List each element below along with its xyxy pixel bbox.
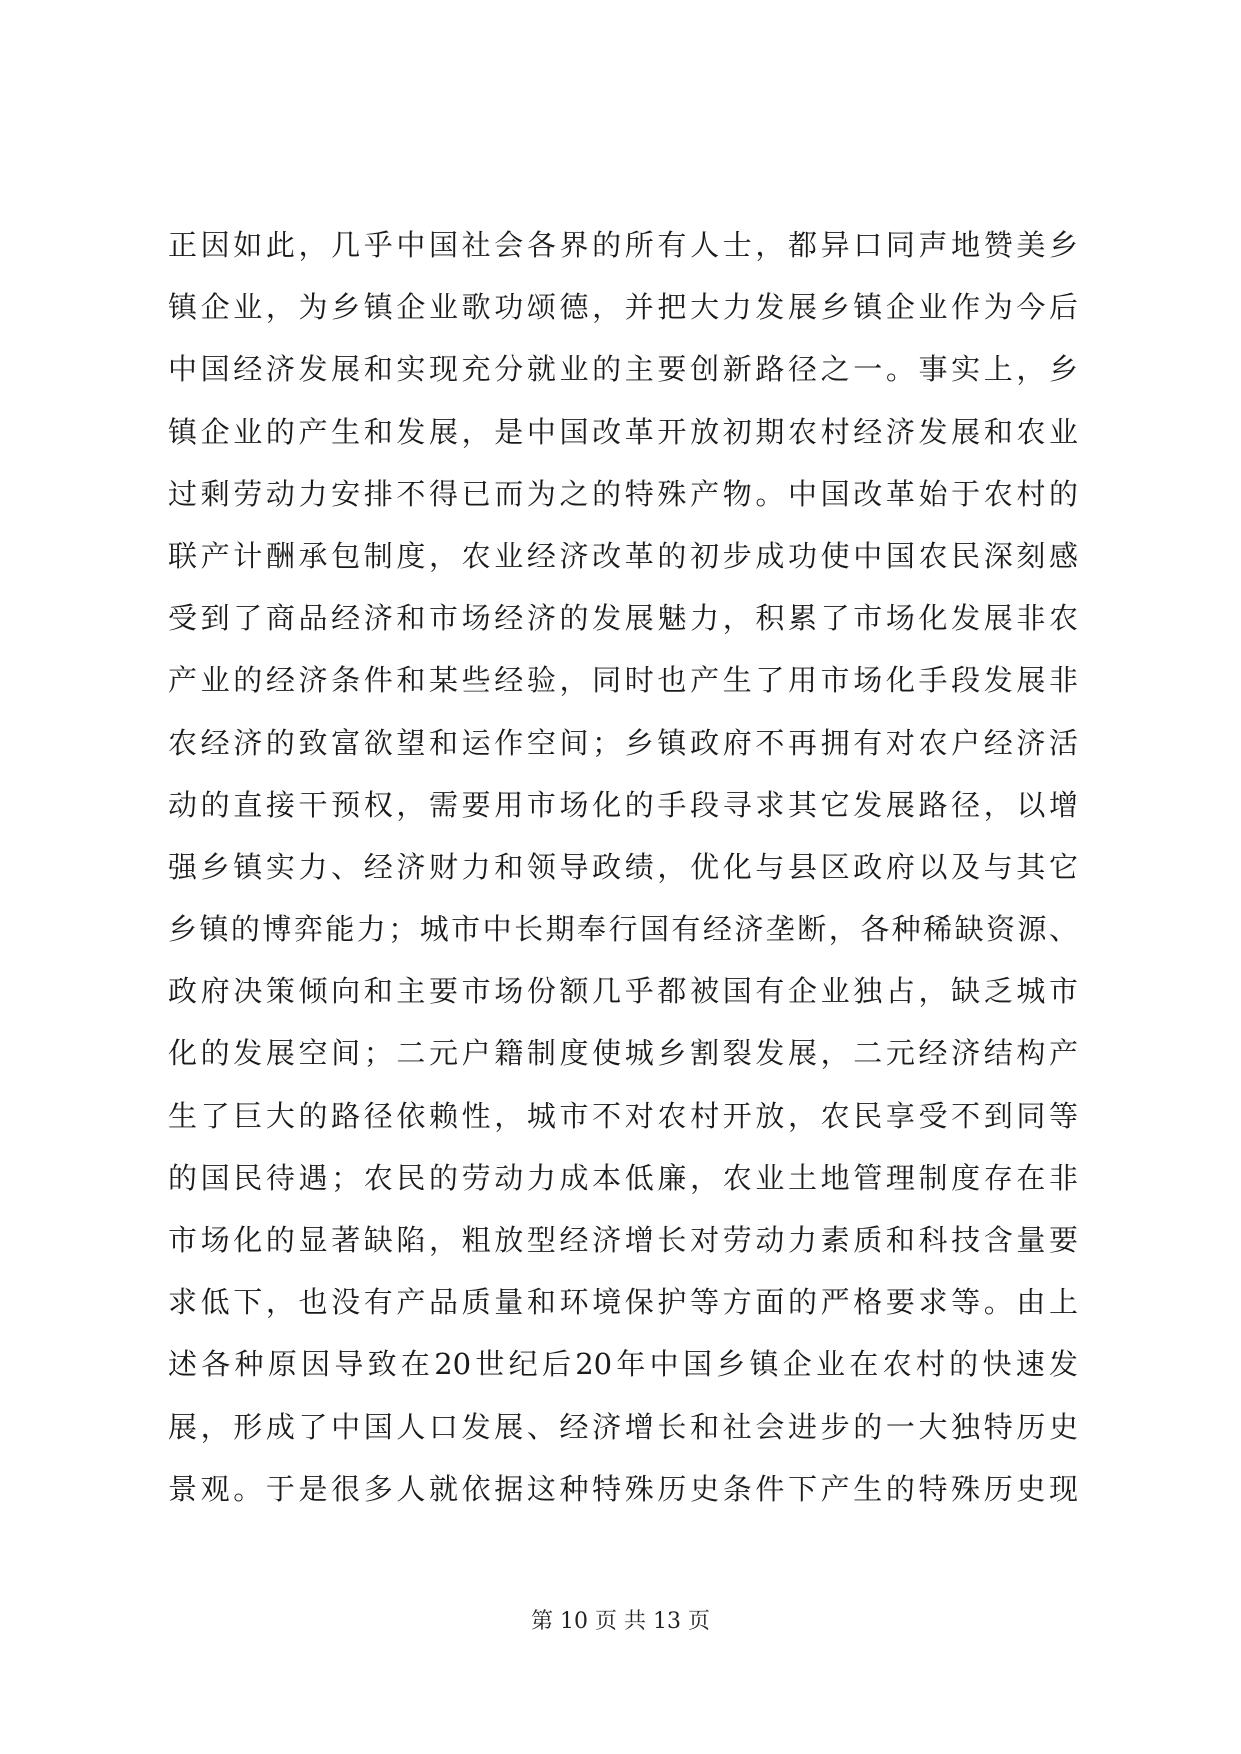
text-line: 受到了商品经济和市场经济的发展魅力，积累了市场化发展非农 bbox=[168, 601, 1078, 636]
text-line: 联产计酬承包制度，农业经济改革的初步成功使中国农民深刻感 bbox=[168, 538, 1078, 573]
text-line: 正因如此，几乎中国社会各界的所有人士，都异口同声地赞美乡 bbox=[168, 228, 1078, 262]
text-line: 农经济的致富欲望和运作空间；乡镇政府不再拥有对农户经济活 bbox=[168, 725, 1078, 760]
text-line: 化的发展空间；二元户籍制度使城乡割裂发展，二元经济结构产 bbox=[168, 1036, 1078, 1071]
text-line: 展，形成了中国人口发展、经济增长和社会进步的一大独特历史 bbox=[168, 1409, 1078, 1444]
text-line: 景观。于是很多人就依据这种特殊历史条件下产生的特殊历史现 bbox=[168, 1471, 1078, 1506]
text-line: 强乡镇实力、经济财力和领导政绩，优化与县区政府以及与其它 bbox=[168, 849, 1078, 884]
text-line: 中国经济发展和实现充分就业的主要创新路径之一。事实上，乡 bbox=[168, 352, 1078, 387]
text-line: 过剩劳动力安排不得已而为之的特殊产物。中国改革始于农村的 bbox=[168, 476, 1078, 511]
text-line: 镇企业，为乡镇企业歌功颂德，并把大力发展乡镇企业作为今后 bbox=[168, 290, 1078, 325]
text-line: 述各种原因导致在20世纪后20年中国乡镇企业在农村的快速发 bbox=[168, 1347, 1078, 1382]
text-line: 政府决策倾向和主要市场份额几乎都被国有企业独占，缺乏城市 bbox=[168, 974, 1078, 1009]
text-line: 生了巨大的路径依赖性，城市不对农村开放，农民享受不到同等 bbox=[168, 1098, 1078, 1133]
text-line: 的国民待遇；农民的劳动力成本低廉，农业土地管理制度存在非 bbox=[168, 1160, 1078, 1195]
body-text bbox=[168, 214, 1078, 1520]
page-footer bbox=[0, 1607, 1241, 1637]
text-line: 镇企业的产生和发展，是中国改革开放初期农村经济发展和农业 bbox=[168, 414, 1078, 449]
text-line: 动的直接干预权，需要用市场化的手段寻求其它发展路径，以增 bbox=[168, 787, 1078, 822]
text-line: 产业的经济条件和某些经验，同时也产生了用市场化手段发展非 bbox=[168, 663, 1078, 698]
text-line: 市场化的显著缺陷，粗放型经济增长对劳动力素质和科技含量要 bbox=[168, 1223, 1078, 1257]
text-line: 求低下，也没有产品质量和环境保护等方面的严格要求等。由上 bbox=[168, 1285, 1078, 1320]
page-number: 第 10 页 共 13 页 bbox=[531, 1609, 710, 1634]
text-line: 乡镇的博弈能力；城市中长期奉行国有经济垄断，各种稀缺资源、 bbox=[168, 912, 1078, 947]
